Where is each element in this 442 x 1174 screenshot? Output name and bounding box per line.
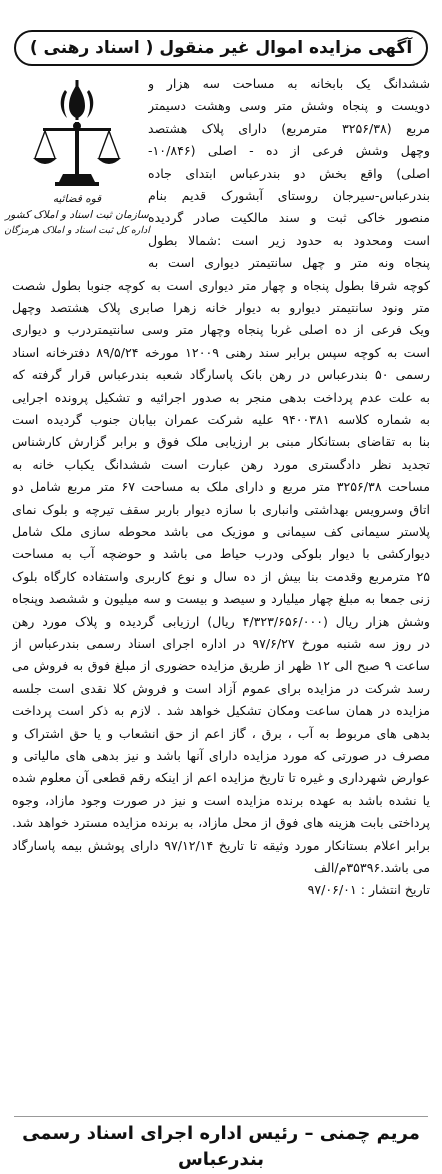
body-line: منصور خاکی ثبت و سند مالکیت صادر گردیده — [148, 210, 430, 226]
org-line-2: اداره کل ثبت اسناد و املاک هرمزگان — [4, 225, 150, 236]
body-line: بدهی های مربوط به آب ، برق ، گاز اعم از حق انشعاب و یا حق اشتراک و — [12, 725, 430, 741]
title-banner — [14, 30, 428, 66]
body-line: یا نشده باشد به عهده برنده مزایده است و نیز در صورت وجود مازاد، وجوه — [12, 792, 430, 808]
body-line: زنی جمعا به مبلغ چهار میلیارد و سیصد و بیست و سه میلیون و ششصد وپنجاه — [12, 591, 430, 607]
body-line: کوچه شرقا بطول پنجاه و چهار متر دیواری است به کوچه جنوبا بطول شصت — [12, 277, 430, 293]
judiciary-emblem — [2, 78, 152, 278]
body-line: رسد شرکت در مزایده برای عموم آزاد است و فروش کلا نقدی است جلسه — [12, 680, 430, 696]
body-line: پنجاه ونه متر و چهل سانتیمتر دیواری است به — [148, 255, 430, 271]
body-line: مزایده در همان ساعت ومکان تشکیل خواهد شد . لازم به ذکر است پرداخت — [12, 703, 430, 719]
signature-line-2: بندرعباس — [177, 1149, 265, 1170]
body-line: اصلی) واقع بخش دو بندرعباس ابتدای جاده — [148, 165, 430, 181]
body-line: دیوارکشی با دیوار بلوکی ودرب حیاط می باشد و حوضچه آب به مساحت — [12, 546, 430, 562]
body-line: پلاستر سیمانی کف سیمانی و موزیک می باشد محوطه سازی ملک شامل — [12, 524, 430, 539]
body-line: ۲۵ مترمربع وقدمت بنا بیش از ده سال و نوع کاربری واستفاده کارگاه بلوک — [12, 568, 430, 584]
body-line: ساعت ۹ صبح الی ۱۲ ظهر از طریق مزایده حضوری از مبلغ فوق به فروش می — [12, 658, 430, 674]
body-line: وشش هزار ریال (۴/۳۲۳/۶۵۶/۰۰۰ ریال) ارزیابی گردیده و پلاک مورد رهن — [12, 613, 430, 629]
body-line: وچهل وشش فرعی از ده - اصلی (۱۰/۸۴۶- — [148, 143, 430, 159]
body-line: رسمی ۵۰ بندرعباس در رهن بانک پاسارگاد شعبه بندرعباس قرار گرفته که — [12, 367, 430, 383]
body-line: تاریخ انتشار : ۹۷/۰۶/۰۱ — [307, 882, 430, 898]
signature-line-1: مریم چمنی – رئیس اداره اجرای اسناد رسمی — [22, 1123, 420, 1144]
divider — [14, 1116, 428, 1117]
body-line: متر ونود سانتیمتر دیوارو به دیوار خانه زهرا صابری پلاک هشتصد وچهل — [12, 300, 430, 315]
body-line: است ومحدود به حدود زیر است :شمالا بطول — [148, 232, 430, 248]
body-line: در روز سه شنبه مورخ ۹۷/۶/۲۷ در اداره اجرای اسناد رسمی بندرعباس از — [12, 636, 430, 651]
body-line: مربع (۳۲۵۶/۳۸ مترمربع) دارای پلاک هشتصد — [148, 120, 430, 136]
body-line: می باشد.۳۵۳۹۶م/الف — [313, 860, 430, 875]
notice-title: آگهی مزایده اموال غیر منقول ( اسناد رهنی ) — [29, 38, 413, 58]
body-line: دویست و پنجاه وشش متر وسی وهشت دسیمتر — [148, 98, 430, 114]
body-line: به شماره کلاسه ۹۴۰۰۳۸۱ علیه شرکت عمران بیابان جنوب گردیده است — [12, 412, 430, 427]
body-line: ششدانگ یک بابخانه به مساحت سه هزار و — [148, 76, 430, 91]
body-line: مصرف در صورتی که مورد مزایده دارای آنها باشد و نیز بدهی های مالیاتی و — [12, 748, 430, 763]
body-line: عوارض شهرداری و غیره تا تاریخ مزایده اعم از اینکه رقم قطعی آن معلوم شده — [12, 770, 430, 786]
body-line: بندرعباس-سیرجان روستای آبشورک قدیم بنام — [148, 188, 430, 203]
body-line: ویک فرعی از ده اصلی غربا پنجاه وچهار متر وسی سانتیمتردرب و دیواری — [12, 322, 430, 338]
body-line: مساحت ۳۲۵۶/۳۸ متر مربع و دارای ملک به مساحت ۶۷ متر مربع شامل دو — [12, 479, 430, 495]
scales-of-justice-icon — [29, 78, 125, 190]
body-line: اتاق وسرویس بهداشتی وانباری با سازه دیوار باربر سقف تیرچه و بلوک نمای — [12, 501, 430, 517]
body-line: تجدید نظر دادگستری مورد رهن عبارت است ششدانگ یکباب خانه به — [12, 456, 430, 472]
body-line: است به کوچه سپس برابر سند رهنی ۱۲۰۰۹ مورخه ۸۹/۵/۲۴ دفترخانه اسناد — [12, 344, 430, 360]
body-line: برابر اعلام بستانکار مورد وثیقه تا تاریخ ۹۷/۱۲/۱۴ دارای پوشش بیمه پاسارگاد — [12, 837, 430, 853]
body-line: بنا به تقاضای بستانکار مبنی بر ارزیابی ملک فوق و برابر گزارش کارشناس — [12, 434, 430, 450]
org-line-1: سازمان ثبت اسناد و املاک کشور — [5, 209, 149, 221]
emblem-caption: قوه قضائیه — [52, 193, 102, 205]
body-line: پرداختی بابت هزینه های فوق از محل مازاد، به برنده مزایده مسترد خواهد شد. — [12, 815, 430, 831]
body-line: به علت عدم پرداخت بدهی منجر به صدور اجرائیه و تشکیل پرونده اجرایی — [12, 389, 430, 405]
